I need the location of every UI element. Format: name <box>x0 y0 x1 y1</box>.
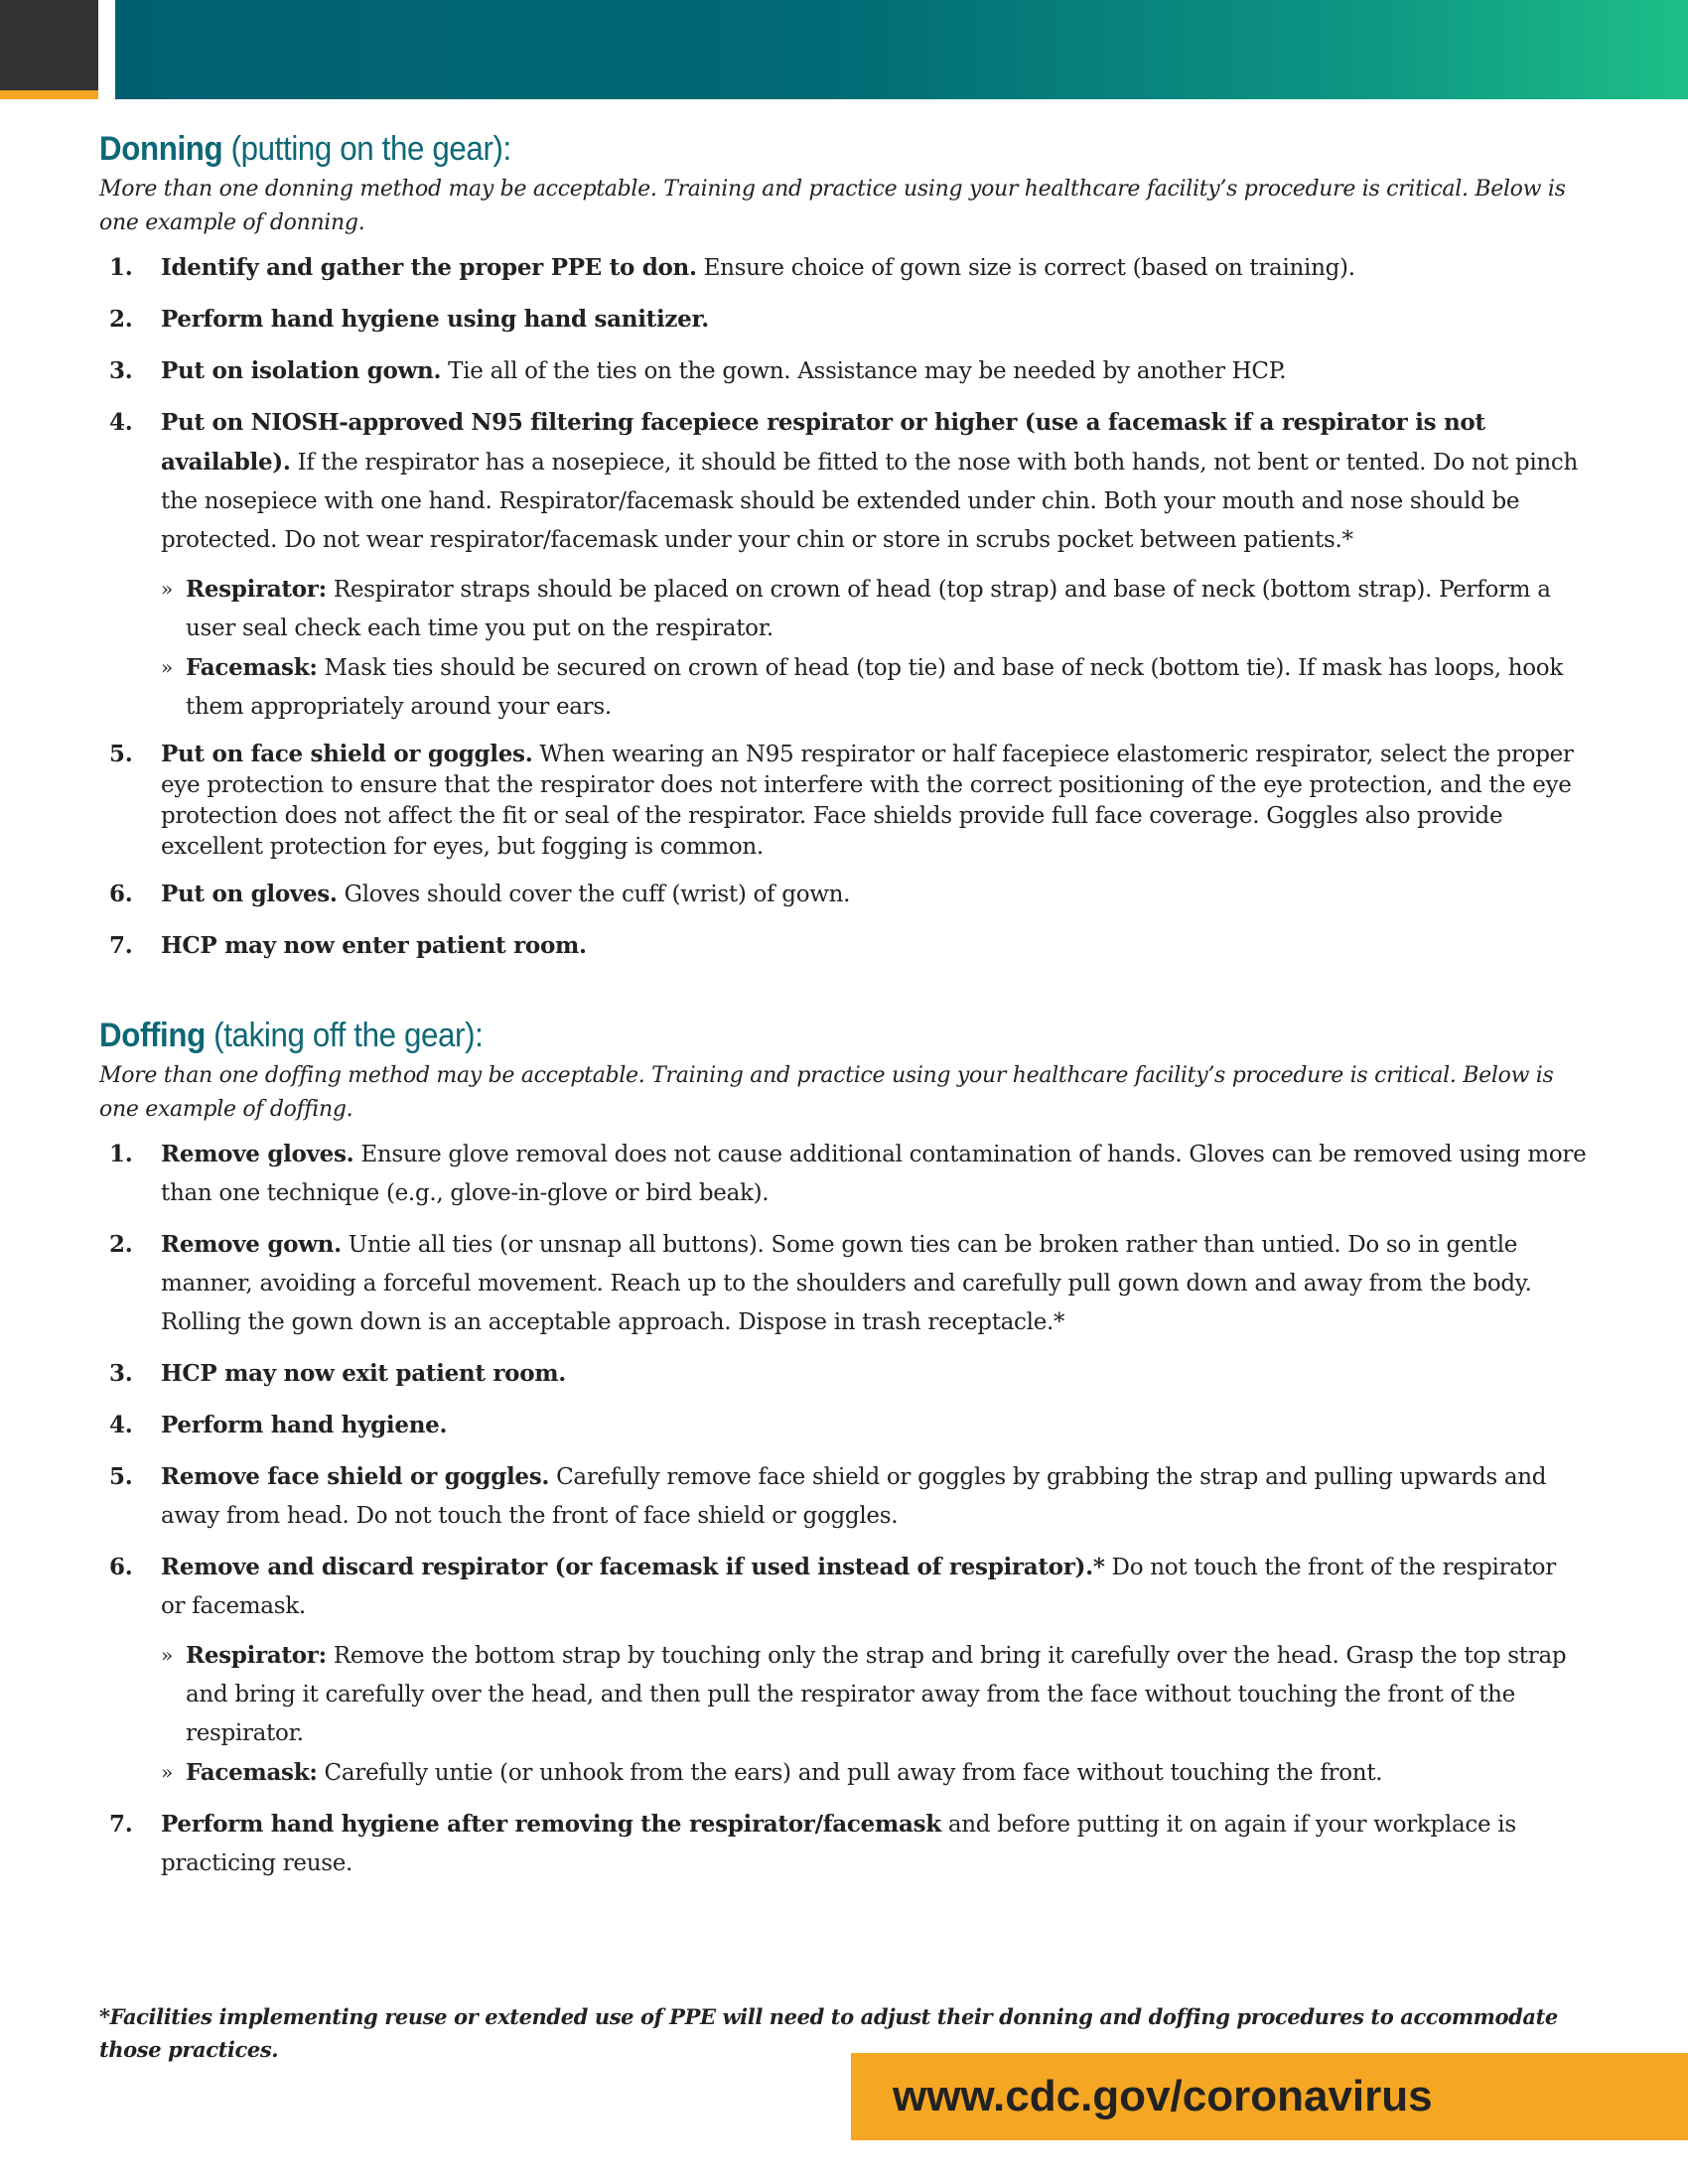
step-number: 3. <box>109 1360 133 1387</box>
sub-item-text: Carefully untie (or unhook from the ears) and pull away from face without touching the front. <box>317 1760 1383 1786</box>
chevron-bullet-icon: » <box>161 577 173 601</box>
step-heading: Put on face shield or goggles. <box>161 741 533 767</box>
donning-title-sub: (putting on the gear): <box>230 130 511 168</box>
doffing-step-5 <box>99 1457 1587 1536</box>
footer-url-bar <box>851 2053 1688 2140</box>
step-text: Ensure choice of gown size is correct (based on training). <box>696 255 1355 281</box>
step-heading: Put on isolation gown. <box>161 357 442 384</box>
step-number: 4. <box>109 409 133 436</box>
doffing-title-main: Doffing <box>99 1017 206 1054</box>
sub-item-facemask <box>161 1753 1587 1793</box>
chevron-bullet-icon: » <box>161 655 173 679</box>
step-heading: HCP may now exit patient room. <box>161 1360 567 1387</box>
step-number: 2. <box>109 1231 133 1258</box>
chevron-bullet-icon: » <box>161 1643 173 1667</box>
step-heading: Remove gloves. <box>161 1141 354 1167</box>
step-number: 7. <box>109 1811 133 1838</box>
header-gradient-band <box>115 0 1688 99</box>
doffing-step-6-subitems <box>161 1636 1587 1793</box>
donning-step-5 <box>99 739 1587 863</box>
main-content <box>99 127 1587 1895</box>
donning-title-main: Donning <box>99 130 223 168</box>
donning-steps <box>99 248 1587 966</box>
doffing-step-4 <box>99 1406 1587 1445</box>
step-heading: Perform hand hygiene. <box>161 1412 448 1438</box>
step-number: 6. <box>109 881 133 907</box>
sub-item-heading: Respirator: <box>186 1642 327 1669</box>
step-text: Gloves should cover the cuff (wrist) of gown. <box>337 882 851 907</box>
doffing-step-3 <box>99 1354 1587 1394</box>
step-number: 2. <box>109 306 133 333</box>
sub-item-heading: Respirator: <box>186 576 327 603</box>
step-heading: Put on gloves. <box>161 881 338 907</box>
doffing-section <box>99 1014 1587 1883</box>
doffing-steps <box>99 1135 1587 1883</box>
sub-item-text: Mask ties should be secured on crown of head (top tie) and base of neck (bottom tie). If mask has loops, hook them appropriately around your ears. <box>186 655 1563 720</box>
sub-item-heading: Facemask: <box>186 1759 318 1786</box>
doffing-intro: More than one doffing method may be acceptable. Training and practice using your healthcare facility’s procedure is critical. Below is one example of doffing. <box>99 1063 1554 1122</box>
step-text: Carefully remove face shield or goggles by grabbing the strap and pulling upwards and away from head. Do not touch the front of face shield or goggles. <box>161 1464 1547 1529</box>
step-number: 1. <box>109 1141 133 1167</box>
step-heading: HCP may now enter patient room. <box>161 932 587 959</box>
step-text: Do not touch the front of the respirator or facemask. <box>161 1555 1556 1619</box>
doffing-step-1 <box>99 1135 1587 1213</box>
step-number: 5. <box>109 1463 133 1490</box>
sub-item-text: Remove the bottom strap by touching only the strap and bring it carefully over the head. Grasp the top strap and bring it carefully over the head, and then pull the respirator away from the face without touching the front of the respirator. <box>186 1643 1567 1746</box>
step-number: 6. <box>109 1554 133 1580</box>
chevron-bullet-icon: » <box>161 1760 173 1784</box>
donning-step-6 <box>99 875 1587 914</box>
step-heading: Identify and gather the proper PPE to don. <box>161 254 697 281</box>
step-heading: Remove face shield or goggles. <box>161 1463 550 1490</box>
donning-step-1 <box>99 248 1587 288</box>
step-number: 1. <box>109 254 133 281</box>
step-number: 5. <box>109 741 133 767</box>
sub-item-text: Respirator straps should be placed on crown of head (top strap) and base of neck (bottom strap). Perform a user seal check each time you put on the respirator. <box>186 577 1551 641</box>
step-heading: Remove gown. <box>161 1231 342 1258</box>
step-text: If the respirator has a nosepiece, it should be fitted to the nose with both hands, not bent or tented. Do not pinch the nosepiece with one hand. Respirator/facemask should be extended under chin. Both your mouth and nose should be protected. Do not wear respirator/facemask under your chin or store in scrubs pocket between patients.* <box>161 450 1578 553</box>
donning-title <box>99 127 1468 171</box>
footnote: *Facilities implementing reuse or extended use of PPE will need to adjust their donning and doffing procedures to accommodate those practices. <box>99 2004 1558 2062</box>
doffing-step-6 <box>99 1548 1587 1793</box>
donning-section <box>99 127 1587 966</box>
donning-step-4 <box>99 403 1587 727</box>
sub-item-respirator <box>161 1636 1587 1753</box>
step-text: Untie all ties (or unsnap all buttons). Some gown ties can be broken rather than untied. Do so in gentle manner, avoiding a forceful movement. Reach up to the shoulders and carefully pull gown down and away from the body. Rolling the gown down is an acceptable approach. Dispose in trash receptacle.* <box>161 1232 1532 1335</box>
step-heading: Put on NIOSH-approved N95 filtering facepiece respirator or higher (use a facemask if a respirator is not available). <box>161 409 1485 476</box>
doffing-title <box>99 1014 1468 1057</box>
donning-step-7 <box>99 926 1587 966</box>
step-number: 3. <box>109 357 133 384</box>
header-corner-block <box>0 0 98 90</box>
step-number: 4. <box>109 1412 133 1438</box>
doffing-title-sub: (taking off the gear): <box>213 1017 484 1054</box>
cdc-website-link[interactable]: www.cdc.gov/coronavirus <box>893 2072 1433 2120</box>
step-text: and before putting it on again if your workplace is practicing reuse. <box>161 1812 1516 1876</box>
donning-step-2 <box>99 300 1587 340</box>
step-heading: Remove and discard respirator (or facemask if used instead of respirator).* <box>161 1554 1105 1580</box>
header-accent-stripe <box>0 90 98 99</box>
step-heading: Perform hand hygiene after removing the respirator/facemask <box>161 1811 941 1838</box>
step-number: 7. <box>109 932 133 959</box>
donning-step-4-subitems <box>161 570 1587 727</box>
sub-item-respirator <box>161 570 1587 648</box>
step-text: Ensure glove removal does not cause additional contamination of hands. Gloves can be removed using more than one technique (e.g., glove-in-glove or bird beak). <box>161 1142 1587 1206</box>
doffing-step-2 <box>99 1225 1587 1342</box>
donning-step-3 <box>99 351 1587 391</box>
donning-intro: More than one donning method may be acceptable. Training and practice using your healthcare facility’s procedure is critical. Below is one example of donning. <box>99 177 1566 235</box>
step-text: When wearing an N95 respirator or half facepiece elastomeric respirator, select the proper eye protection to ensure that the respirator does not interfere with the correct positioning of the eye protection, and the eye protection does not affect the fit or seal of the respirator. Face shields provide full face coverage. Goggles also provide excellent protection for eyes, but fogging is common. <box>161 742 1574 860</box>
step-heading: Perform hand hygiene using hand sanitizer. <box>161 306 709 333</box>
step-text: Tie all of the ties on the gown. Assistance may be needed by another HCP. <box>441 358 1287 384</box>
doffing-step-7 <box>99 1805 1587 1883</box>
sub-item-facemask <box>161 648 1587 727</box>
sub-item-heading: Facemask: <box>186 654 318 681</box>
